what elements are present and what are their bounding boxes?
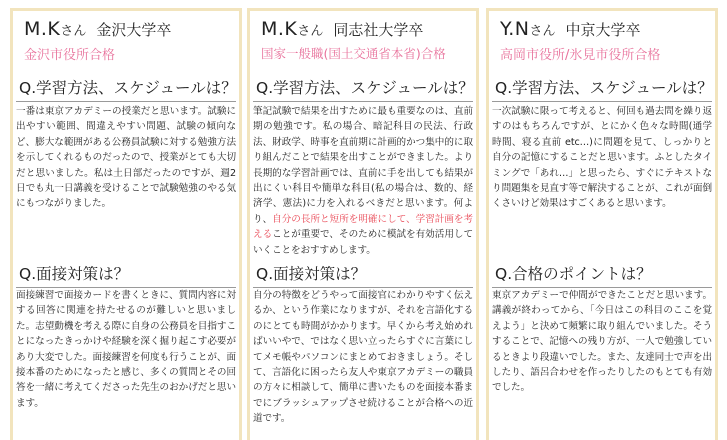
testimonial-card-2: [247, 8, 479, 440]
passed-exam: 金沢市役所合格: [24, 48, 116, 63]
student-honorific: さん: [60, 24, 87, 39]
interview-heading: Q.面接対策は？: [16, 262, 236, 288]
student-header: [261, 18, 423, 40]
card-frame-left: [10, 8, 13, 440]
student-header: [500, 18, 641, 40]
student-name: Y.N: [500, 18, 530, 40]
study-method-heading: Q.学習方法、スケジュールは？: [16, 76, 236, 102]
student-honorific: さん: [297, 24, 324, 39]
pass-point-text: 東京アカデミーで仲間ができたことだと思います。講義が終わってから、「今日はこの科目のここを覚えよう」と決めて頻繁に取り組んでいました。そうすることで、記憶への残り方が、一人で勉強しているときより段違いでした。また、友達同士で声を出したり、語呂合わせを作ったりしたのもとても有効でした。: [492, 290, 712, 394]
testimonial-card-1: [10, 8, 242, 440]
study-method-highlight: 自分の長所と短所を明確にして、学習計画を考える: [253, 213, 473, 241]
interview-text: 自分の特徴をどうやって面接官にわかりやすく伝えるか、という作業になりますが、それを言語化するのにとても時間がかかります。早くから考え始めればいいやで、ではなく思い立ったらすぐに言葉にしてメモ帳やパソコンにまとめておきましょう。そして、言語化に困ったら友人や東京アカデミーの職員の方々に相談して、簡単に書いたものを面接本番までにブラッシュアップさせ続けることが合格への近道です。: [253, 290, 473, 425]
study-method-text: 一番は東京アカデミーの授業だと思います。試験に出やすい範囲、間違えやすい問題、試験の傾向など、膨大な範囲がある公務員試験に対する勉強方法を示してくれるものだったので、授業がとても大切だと思いました。私は土日部だったのですが、週2日でも丸一日講義を受けることで試験勉強のやる気にもつながりました。: [16, 106, 236, 210]
card-frame-left: [247, 8, 250, 440]
student-school: 同志社大学卒: [333, 21, 424, 39]
card-frame-right: [239, 8, 242, 440]
study-method-heading: Q.学習方法、スケジュールは？: [492, 76, 712, 102]
testimonial-card-3: [486, 8, 718, 440]
passed-exam: 国家一般職(国土交通省本省)合格: [261, 46, 446, 61]
study-method-text-part-1: 筆記試験で結果を出すために最も重要なのは、直前期の勉強です。私の場合、暗記科目の民法、行政法、財政学、時事を直前期に計画的かつ集中的に取り組んだことで結果を出すことができました。より長期的な学習計画では、直前に手を出しても結果が出にくい科目や簡単な科目(私の場合は、数的、経済学、憲法)に力を入れるべきだと思います。何より、: [253, 106, 473, 225]
student-name: M.K: [24, 18, 61, 40]
study-method-heading: Q.学習方法、スケジュールは？: [253, 76, 473, 102]
card-frame-top: [10, 8, 242, 11]
student-school: 中京大学卒: [565, 21, 641, 39]
student-header: [24, 18, 171, 40]
interview-heading: Q.面接対策は？: [253, 262, 473, 288]
pass-point-heading: Q.合格のポイントは？: [492, 262, 712, 288]
study-method-text: [253, 104, 473, 258]
card-frame-top: [247, 8, 479, 11]
passed-exam: 高岡市役所/氷見市役所合格: [500, 48, 661, 63]
student-school: 金沢大学卒: [96, 21, 172, 39]
study-method-text-part-2: ことが重要で、そのために模試を有効活用していくことをおすすめします。: [253, 229, 473, 256]
student-honorific: さん: [529, 24, 556, 39]
card-frame-right: [476, 8, 479, 440]
student-name: M.K: [261, 18, 298, 40]
card-frame-left: [486, 8, 489, 440]
study-method-text: 一次試験に限って考えると、何回も過去問を繰り返すのはもちろんですが、とにかく色々な時間(通学時間、寝る直前 etc…)に問題を見て、しっかりと自分の記憶にすることだと思います。ふとしたタイミングで「あれ…」と思ったら、すぐにテキストなり問題集を見直す等で解決することが、これが面倒くさいけど効果はすごくあると思います。: [492, 106, 712, 210]
card-frame-right: [715, 8, 718, 440]
card-frame-top: [486, 8, 718, 11]
interview-text: 面接練習で面接カードを書くときに、質問内容に対する回答に関連を持たせるのが難しいと思いました。志望動機を考える際に自身の公務員を目指すことになったきっかけや経験を深く掘り起こす必要があり大変でした。面接練習を何度も行うことが、面接本番のためになったと感じ、多くの質問とその回答を一緒に考えてくださった先生のおかげだと思います。: [16, 290, 236, 409]
